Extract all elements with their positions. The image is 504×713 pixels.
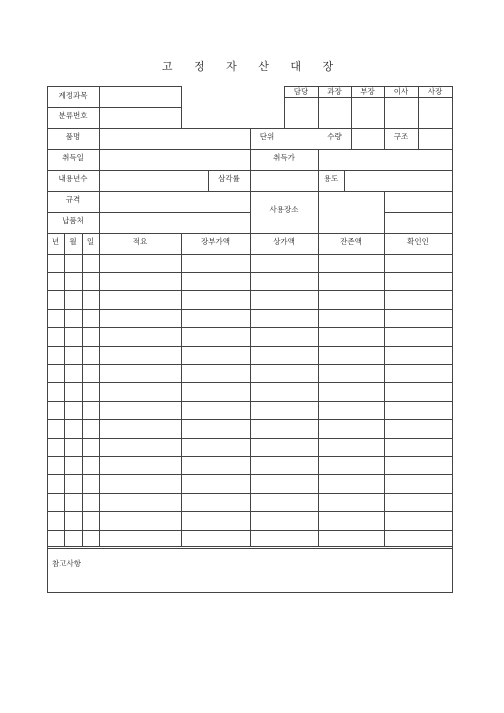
table-row-line (47, 493, 453, 494)
label-dep-rate: 삼각률 (218, 174, 240, 183)
page-title: 고 정 자 산 대 장 (161, 60, 343, 73)
col-summary: 적요 (132, 237, 148, 246)
table-row-line (47, 382, 453, 383)
col-depreciation: 상가액 (273, 237, 295, 246)
form-border-bottom (47, 592, 453, 593)
grid-line (344, 170, 345, 192)
table-row-line (47, 511, 453, 512)
approval-label-dept-head: 부장 (360, 87, 375, 96)
table-row-line (47, 419, 453, 420)
table-column-line (318, 233, 319, 547)
table-row-line (47, 309, 453, 310)
grid-line (318, 149, 319, 171)
grid-line (99, 86, 100, 255)
table-column-line (384, 233, 385, 547)
grid-line (250, 170, 251, 192)
approval-label-director: 이사 (393, 87, 409, 96)
table-column-line (250, 233, 251, 547)
grid-line (284, 97, 453, 98)
table-column-line (82, 233, 83, 547)
label-account: 계정과목 (58, 91, 88, 100)
col-book-value: 장부가액 (201, 237, 230, 246)
approval-label-staff: 담당 (293, 87, 309, 96)
col-month: 월 (69, 237, 77, 246)
grid-line (181, 86, 182, 129)
col-day: 일 (86, 237, 95, 246)
table-row-line (47, 456, 453, 457)
label-unit: 단위 (259, 132, 275, 141)
col-confirm: 확인인 (407, 237, 429, 246)
table-row-line (47, 401, 453, 402)
table-row-line (47, 438, 453, 439)
approval-label-section-chief: 과장 (327, 87, 342, 96)
label-class-no: 분류번호 (58, 111, 88, 120)
grid-line (418, 128, 419, 150)
label-qty: 수량 (327, 132, 342, 141)
remarks-label: 참고사항 (52, 559, 81, 568)
grid-line (47, 212, 251, 213)
table-column-line (64, 233, 65, 547)
col-year: 년 (51, 237, 60, 246)
table-row-line (47, 327, 453, 328)
approval-label-president: 사장 (427, 87, 443, 96)
grid-line (384, 191, 385, 234)
grid-line (384, 212, 453, 213)
table-row-line (47, 272, 453, 273)
table-column-line (99, 233, 100, 547)
label-life: 내용년수 (58, 174, 88, 183)
form-border-right (452, 86, 453, 593)
label-acq-price: 취득가 (273, 153, 295, 162)
grid-line (47, 107, 182, 108)
grid-line (351, 128, 352, 150)
table-row-line (47, 474, 453, 475)
grid-line (318, 191, 319, 234)
grid-line (47, 86, 182, 87)
label-spec: 규격 (65, 195, 81, 204)
label-location: 사용장소 (269, 205, 299, 214)
table-row-line (47, 364, 453, 365)
table-bottom-line (47, 546, 453, 547)
label-use: 용도 (323, 174, 339, 183)
label-structure: 구조 (393, 132, 409, 141)
table-row-line (47, 548, 453, 549)
label-supplier: 납품처 (62, 216, 84, 225)
table-row-line (47, 346, 453, 347)
label-acq-date: 취득일 (62, 153, 84, 162)
table-column-line (181, 233, 182, 547)
col-residual: 잔존액 (340, 237, 362, 246)
table-row-line (47, 530, 453, 531)
table-row-line (47, 290, 453, 291)
label-item: 품명 (65, 132, 81, 141)
